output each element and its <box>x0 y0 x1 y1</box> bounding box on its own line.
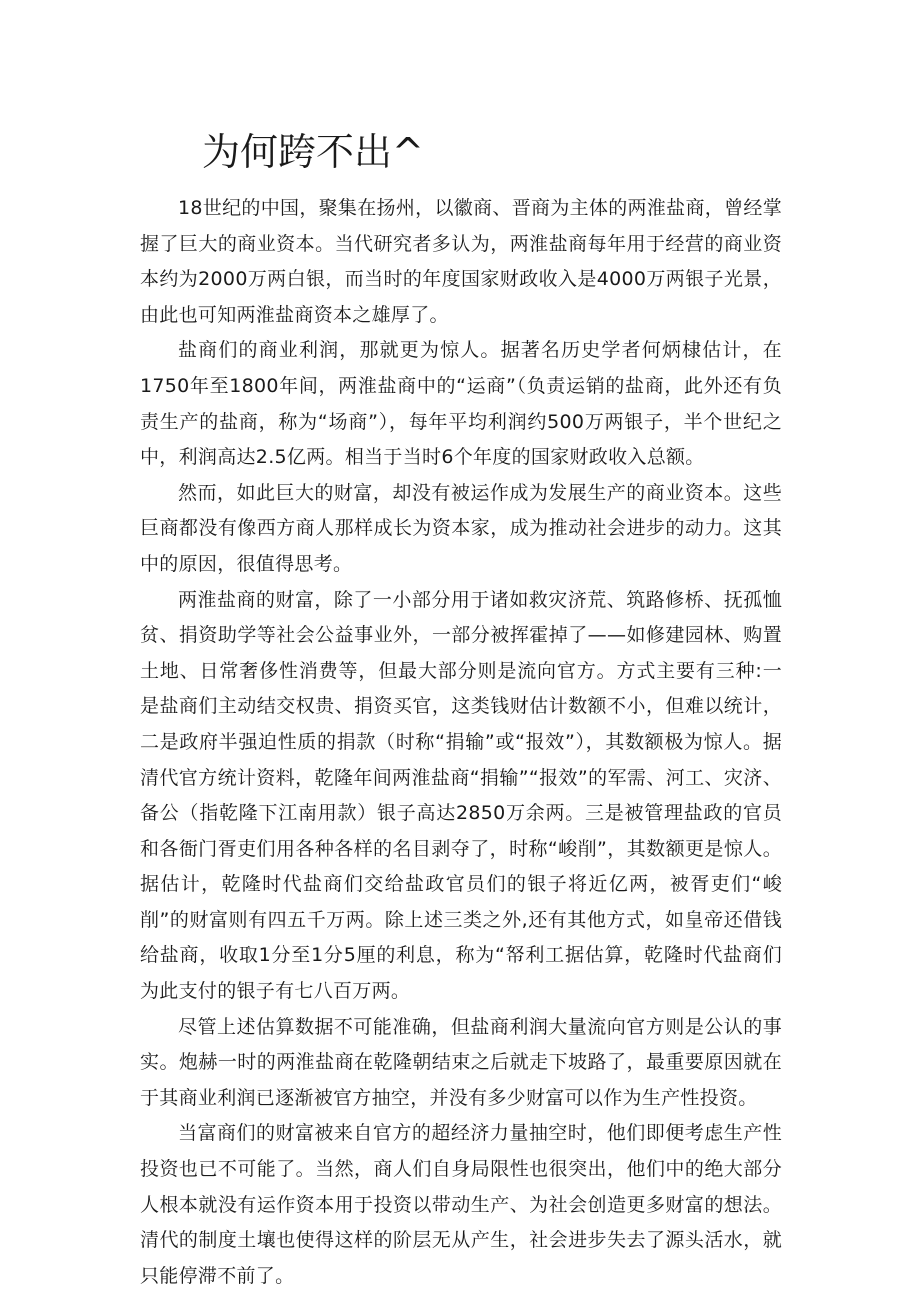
paragraph: 两淮盐商的财富，除了一小部分用于诸如救灾济荒、筑路修桥、抚孤恤贫、捐资助学等社会公益事业外，一部分被挥霍掉了——如修建园林、购置土地、日常奢侈性消费等，但最大部分则是流向官方。方式主要有三种:一是盐商们主动结交权贵、捐资买官，这类钱财估计数额不小，但难以统计，二是政府半强迫性质的捐款（时称“捐输”或“报效”），其数额极为惊人。据清代官方统计资料，乾隆年间两淮盐商“捐输”“报效”的军需、河工、灾济、备公（指乾隆下江南用款）银子高达2850万余两。三是被管理盐政的官员和各衙门胥吏们用各种各样的名目剥夺了，时称“峻削”，其数额更是惊人。据估计，乾隆时代盐商们交给盐政官员们的银子将近亿两，被胥吏们“峻削”的财富则有四五千万两。除上述三类之外,还有其他方式，如皇帝还借钱给盐商，收取1分至1分5厘的利息，称为“帑利工据估算，乾隆时代盐商们为此支付的银子有七八百万两。 <box>140 588 782 1003</box>
paragraph: 然而，如此巨大的财富，却没有被运作成为发展生产的商业资本。这些巨商都没有像西方商人那样成长为资本家，成为推动社会进步的动力。这其中的原因，很值得思考。 <box>140 481 782 575</box>
article-title: 为何跨不出^ <box>202 130 424 174</box>
paragraph: 18世纪的中国，聚集在扬州，以徽商、晋商为主体的两淮盐商，曾经掌握了巨大的商业资本。当代研究者多认为，两淮盐商每年用于经营的商业资本约为2000万两白银，而当时的年度国家财政收入是4000万两银子光景，由此也可知两淮盐商资本之雄厚了。 <box>140 197 782 326</box>
article-body <box>140 191 782 1294</box>
paragraph: 盐商们的商业利润，那就更为惊人。据著名历史学者何炳棣估计，在1750年至1800年间，两淮盐商中的“运商”（负责运销的盐商，此外还有负责生产的盐商，称为“场商”），每年平均利润约500万两银子，半个世纪之中，利润高达2.5亿两。相当于当时6个年度的国家财政收入总额。 <box>140 339 782 469</box>
paragraph: 当富商们的财富被来自官方的超经济力量抽空时，他们即便考虑生产性投资也已不可能了。当然，商人们自身局限性也很突出，他们中的绝大部分人根本就没有运作资本用于投资以带动生产、为社会创造更多财富的想法。清代的制度土壤也使得这样的阶层无从产生，社会进步失去了源头活水，就只能停滞不前了。 <box>140 1122 782 1287</box>
paragraph: 尽管上述估算数据不可能准确，但盐商利润大量流向官方则是公认的事实。炮赫一时的两淮盐商在乾隆朝结束之后就走下坡路了，最重要原因就在于其商业利润已逐渐被官方抽空，并没有多少财富可以作为生产性投资。 <box>140 1015 782 1109</box>
